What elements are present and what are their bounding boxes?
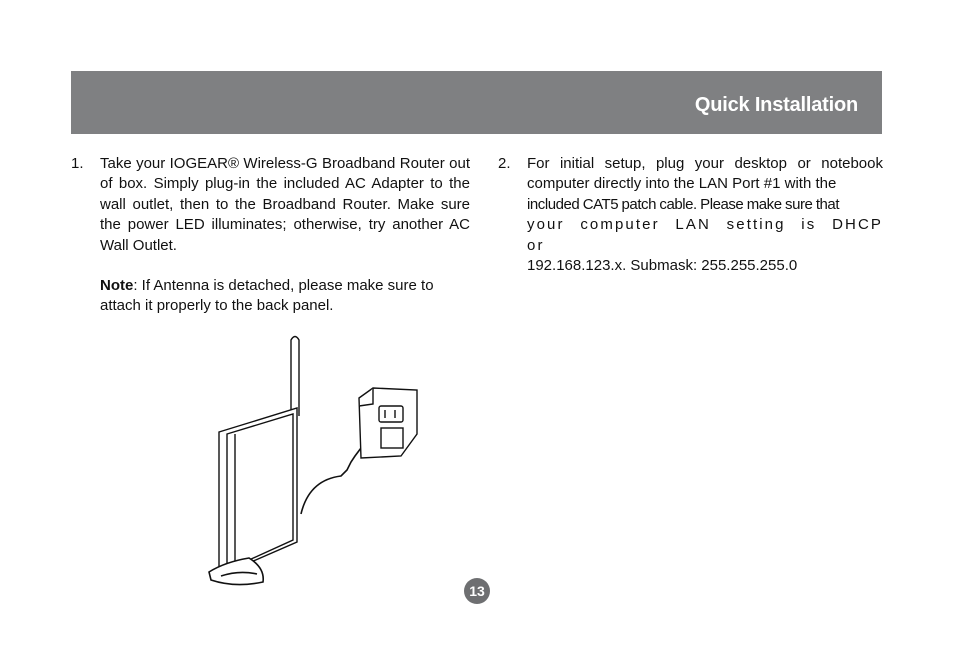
- page-title: Quick Installation: [694, 94, 858, 116]
- step-1-number: 1.: [71, 155, 84, 172]
- right-column: [498, 154, 883, 276]
- step-2-line-4: 192.168.123.x. Submask: 255.255.255.0: [527, 257, 798, 275]
- note-text: : If Antenna is detached, please make sure to attach it properly to the back panel.: [100, 277, 434, 315]
- router-antenna: [291, 337, 299, 417]
- router-stand: [209, 558, 263, 585]
- ac-adapter: [359, 388, 417, 458]
- step-2-line-3: your computer LAN setting is DHCP or: [527, 216, 883, 254]
- left-column: [71, 154, 470, 317]
- step-2: [498, 154, 883, 276]
- router-adapter-illustration: [205, 330, 425, 590]
- note: [71, 276, 470, 317]
- step-2-line-2: included CAT5 patch cable. Please make sure that: [527, 195, 840, 213]
- note-label: Note: [100, 277, 134, 295]
- step-1: [71, 154, 470, 256]
- power-cable: [301, 448, 361, 514]
- step-1-text: Take your IOGEAR® Wireless-G Broadband Router out of box. Simply plug-in the included AC Adapter to the wall outlet, then to the Broadband Router. Make sure the power LED illuminates; otherwise, try another AC Wall Outlet.: [100, 155, 470, 254]
- step-2-number: 2.: [498, 155, 511, 172]
- router-body: [219, 408, 297, 576]
- step-2-line-1: For initial setup, plug your desktop or notebook computer directly into the LAN Port #1 with the: [527, 155, 883, 193]
- header-band: [71, 71, 882, 134]
- page-number-badge: 13: [464, 578, 490, 604]
